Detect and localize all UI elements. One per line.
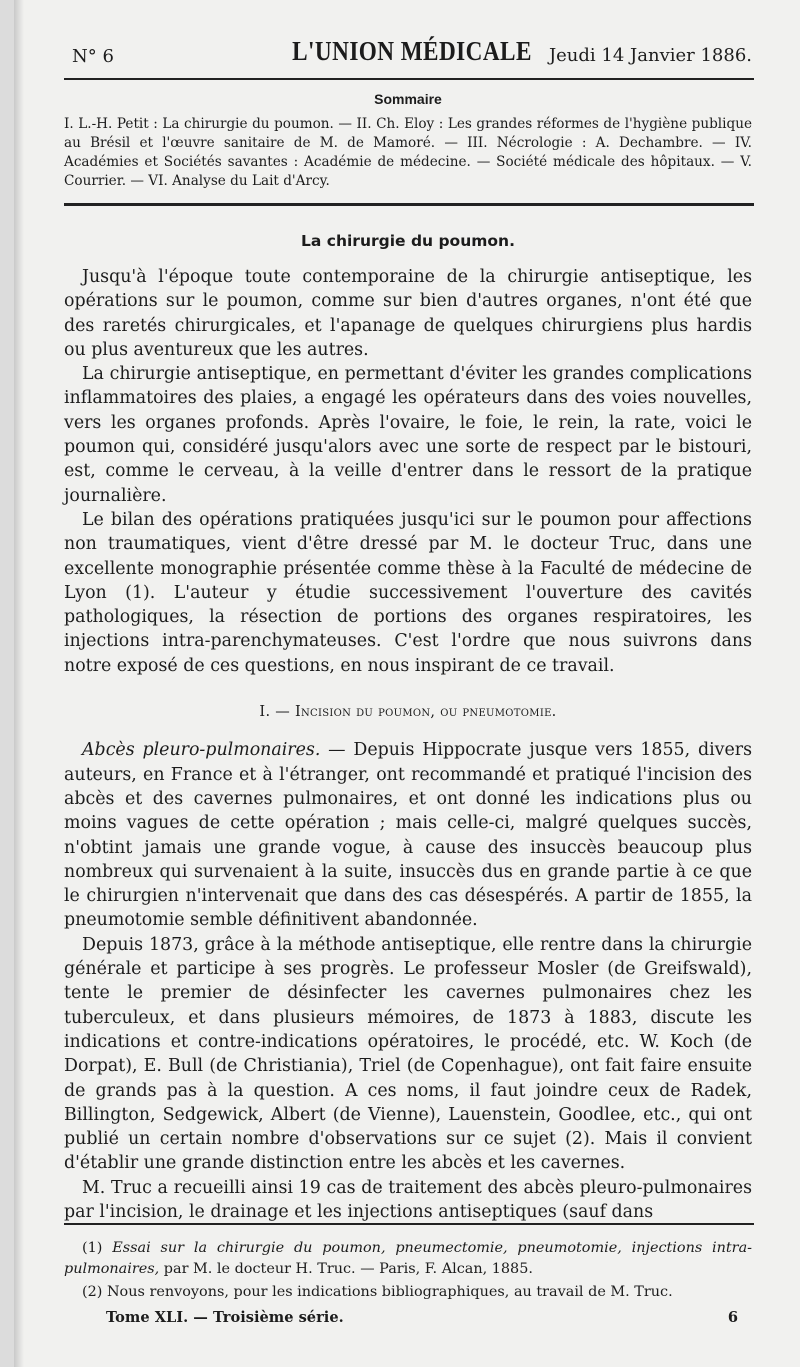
newspaper-page — [14, 0, 800, 1367]
issue-date: Jeudi 14 Janvier 1886. — [548, 45, 752, 66]
page-number: 6 — [727, 1309, 738, 1326]
paragraph: Le bilan des opérations pratiquées jusqu'ici sur le poumon pour affections non traumatiques, vient d'être dressé par M. le docteur Truc, dans une excellente monographie présentée comme thèse à la Faculté de médecine de Lyon (1). L'auteur y étudie successivement l'ouverture des cavités pathologiques, la résection de portions des organes respiratoires, les injections intra-parenchymateuses. C'est l'ordre que nous suivrons dans notre exposé de ces questions, en nous inspirant de ce travail. — [64, 509, 752, 676]
footnotes — [64, 1238, 752, 1305]
paragraph: La chirurgie antiseptique, en permettant d'éviter les grandes complications inflammatoires des plaies, a engagé les opérateurs dans des voies nouvelles, vers les organes profonds. Après l'ovaire, le foie, le rein, la rate, voici le poumon qui, considéré jusqu'alors avec une sorte de respect par le bistouri, est, comme le cerveau, à la veille d'entrer dans le ressort de la pratique journalière. — [64, 364, 752, 506]
paragraph-lead-italic: Abcès pleuro-pulmonaires. — [82, 740, 321, 761]
journal-title: L'UNION MÉDICALE — [292, 36, 532, 66]
footnote-2: (2) Nous renvoyons, pour les indications bibliographiques, au travail de M. Truc. — [82, 1284, 673, 1300]
footnote-1-rest: par M. le docteur H. Truc. — Paris, F. Alcan, 1885. — [159, 1261, 533, 1277]
paragraph — [64, 738, 752, 932]
summary-rule — [64, 203, 754, 206]
paragraph-lead-text: — Depuis Hippocrate jusque vers 1855, divers auteurs, en France et à l'étranger, ont recommandé et pratiqué l'incision des abcès et des cavernes pulmonaires, et ont donné les indications plus ou moins vagues de cette opération ; mais celle-ci, malgré quelques succès, n'obtint jamais une grande vogue, à cause des insuccès beaucoup plus nombreux qui survenaient à la suite, insuccès dus en grande partie à ce que le chirurgien n'intervenait que dans des cas désespérés. A partir de 1855, la pneumotomie semble définitivent abandonnée. — [64, 740, 752, 931]
footnote-1 — [64, 1238, 752, 1280]
paragraph: Jusqu'à l'époque toute contemporaine de la chirurgie antiseptique, les opérations sur le poumon, comme sur bien d'autres organes, n'ont été que des raretés chirurgicales, et l'apanage de quelques chirurgiens plus hardis ou plus aventureux que les autres. — [64, 267, 752, 360]
footnote-1-number: (1) — [82, 1240, 103, 1256]
summary-block — [64, 90, 752, 191]
section-heading: I. — Incision du poumon, ou pneumotomie. — [259, 704, 557, 721]
issue-number: N° 6 — [72, 46, 114, 67]
article-body — [64, 265, 752, 1224]
paragraph: M. Truc a recueilli ainsi 19 cas de traitement des abcès pleuro-pulmonaires par l'incision, le drainage et les injections antiseptiques (sauf dans — [64, 1177, 752, 1222]
header-rule — [64, 78, 754, 80]
summary-text: I. L.-H. Petit : La chirurgie du poumon. — II. Ch. Eloy : Les grandes réformes de l'hygiène publique au Brésil et l'œuvre sanitaire de M. de Mamoré. — III. Nécrologie : A. Dechambre. — IV. Académies et Sociétés savantes : Académie de médecine. — Société médicale des hôpitaux. — V. Courrier. — VI. Analyse du Lait d'Arcy. — [64, 116, 752, 189]
tome-label: Tome XLI. — Troisième série. — [106, 1309, 344, 1326]
paragraph: Depuis 1873, grâce à la méthode antiseptique, elle rentre dans la chirurgie générale et participe à ses progrès. Le professeur Mosler (de Greifswald), tente le premier de désinfecter les cavernes pulmonaires chez les tuberculeux, et dans plusieurs mémoires, de 1873 à 1883, discute les indications et contre-indications opératoires, le procédé, etc. W. Koch (de Dorpat), E. Bull (de Christiania), Triel (de Copenhague), ont fait faire ensuite de grands pas à la question. A ces noms, il faut joindre ceux de Radek, Billington, Sedgewick, Albert (de Vienne), Lauenstein, Goodlee, etc., qui ont publié un certain nombre d'observations sur ce sujet (2). Mais il convient d'établir une grande distinction entre les abcès et les cavernes. — [64, 934, 752, 1174]
summary-title: Sommaire — [374, 91, 442, 107]
article-title: La chirurgie du poumon. — [301, 232, 515, 250]
page-header — [72, 36, 752, 70]
footnote-1-title: Essai sur la chirurgie du poumon, pneumectomie, pneumotomie, injections intra-pulmonaires, — [64, 1240, 753, 1277]
footnote-rule — [64, 1223, 754, 1225]
